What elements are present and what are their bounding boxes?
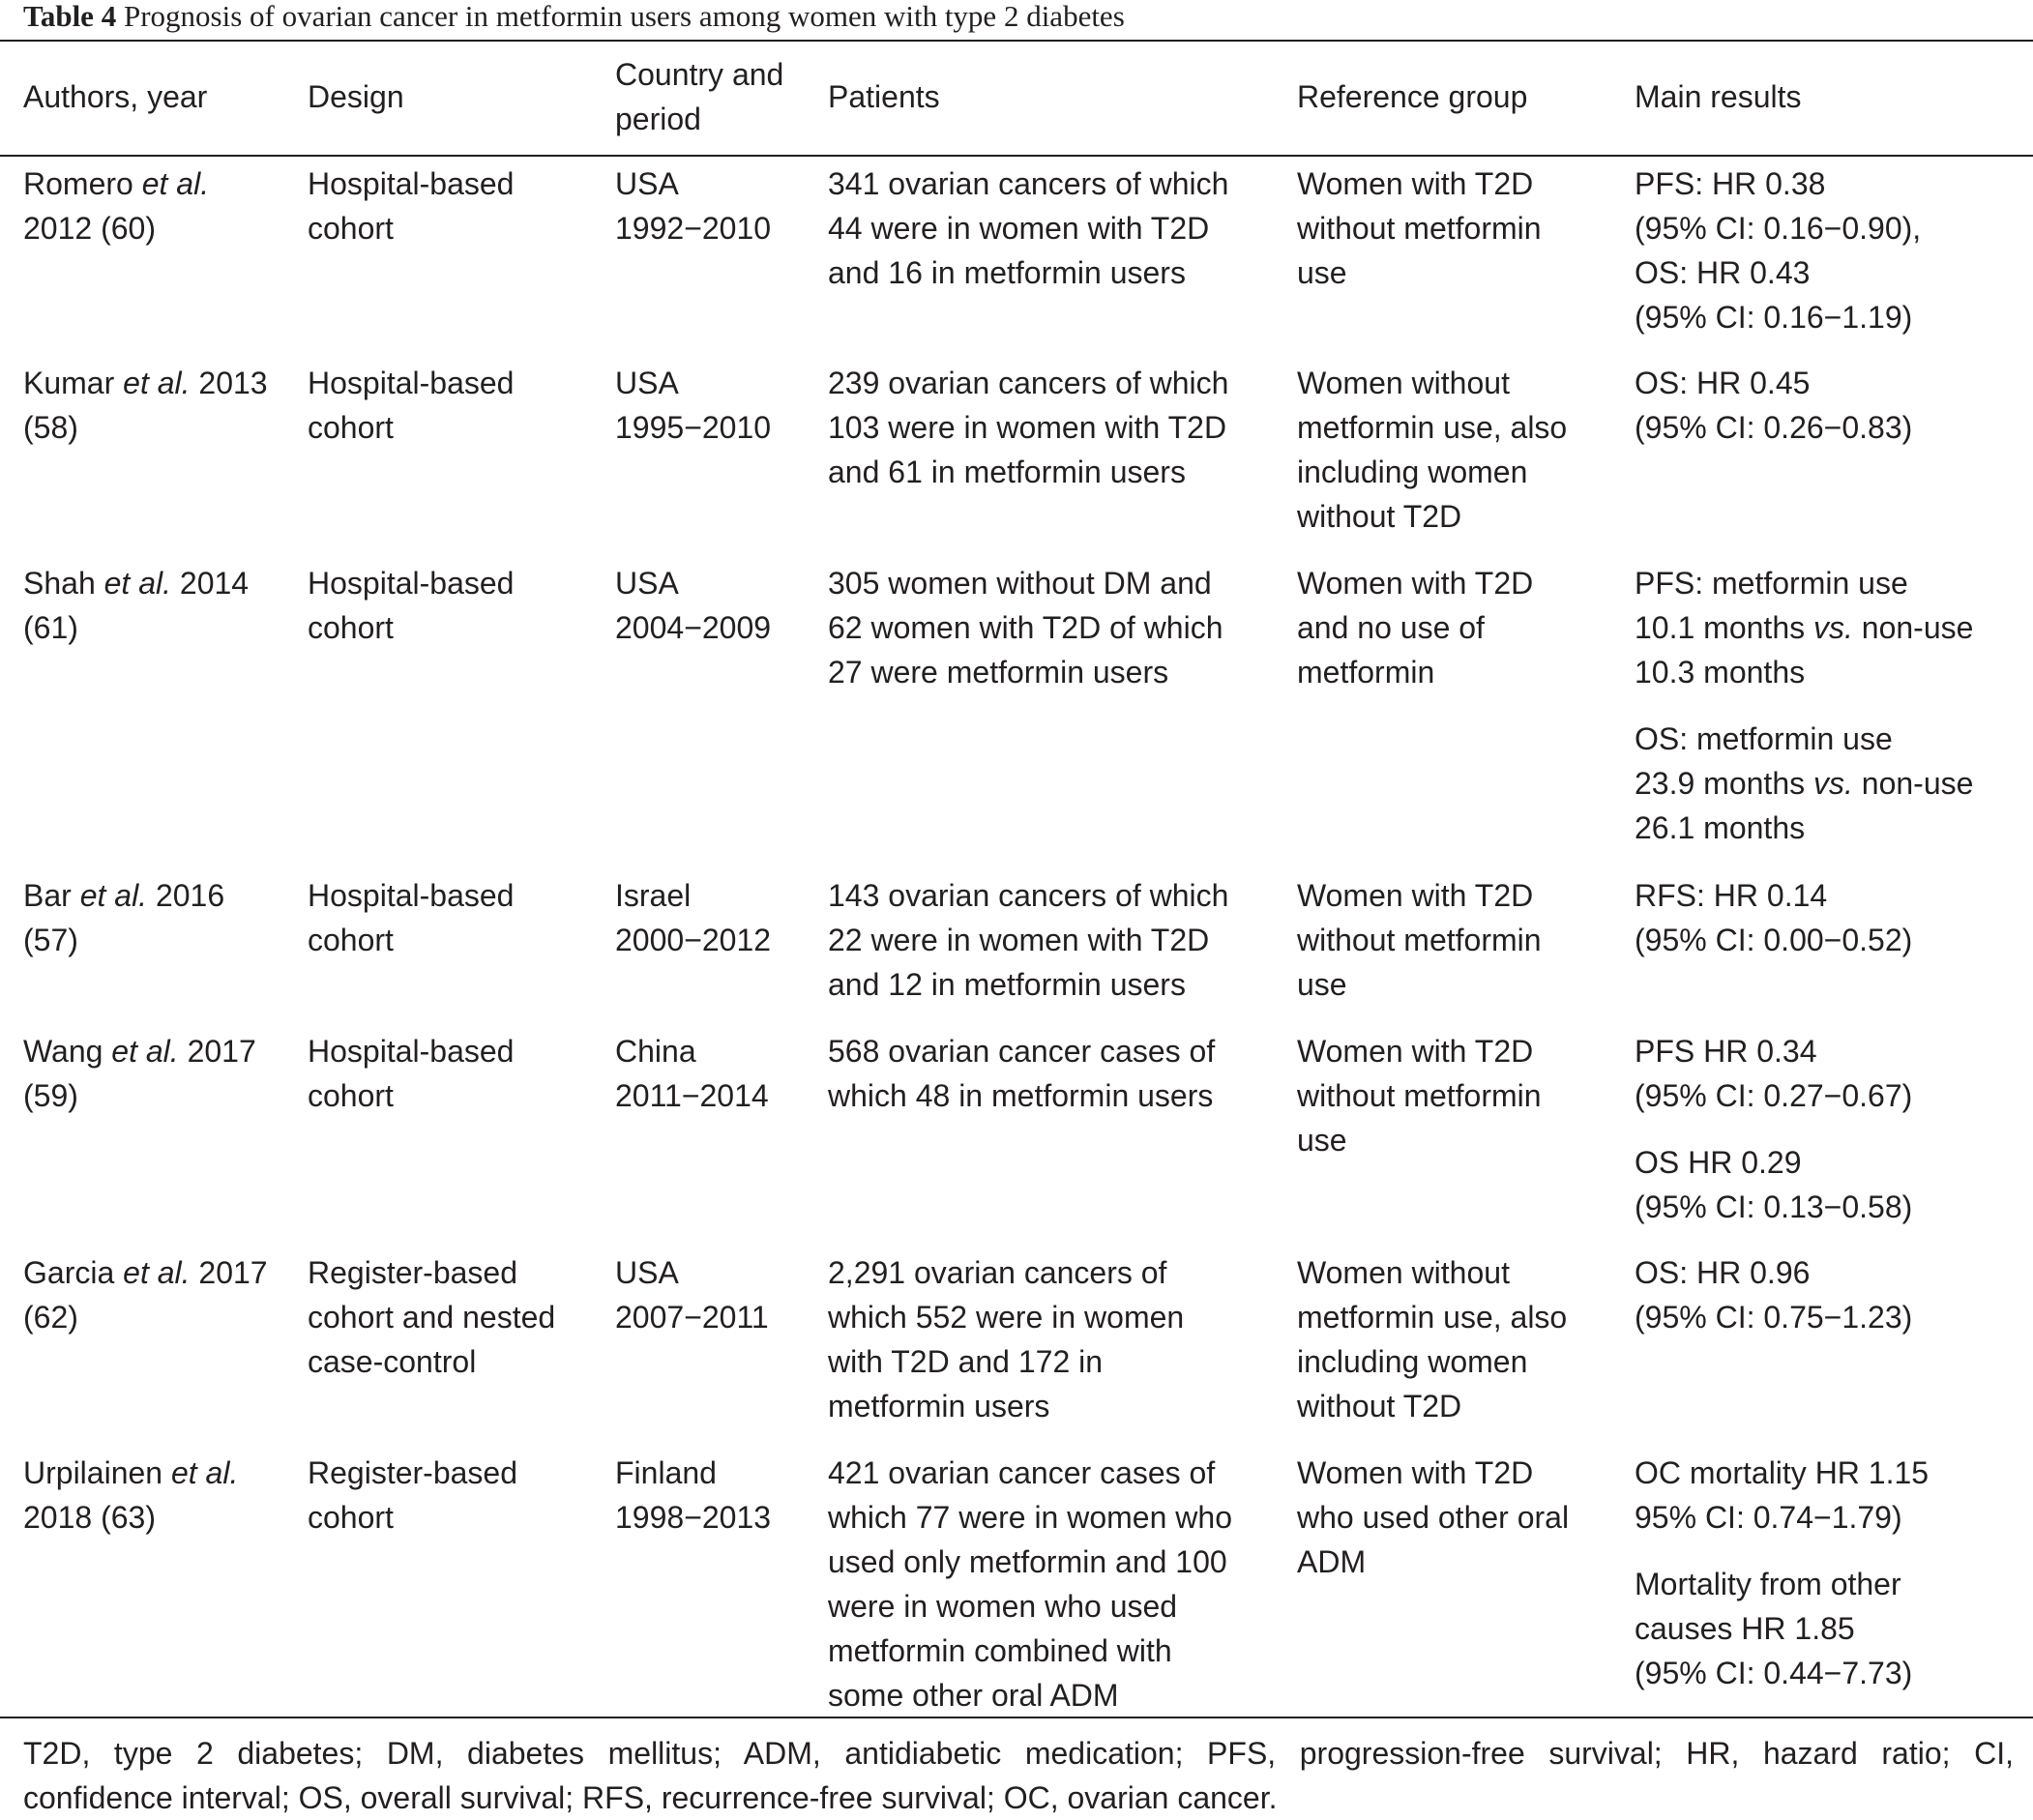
header-reference: Reference group bbox=[1297, 79, 1528, 114]
cell-design bbox=[308, 1029, 598, 1118]
cell-authors bbox=[23, 1250, 304, 1339]
cell-results bbox=[1635, 361, 2021, 450]
cell-patients bbox=[828, 361, 1292, 494]
cell-authors bbox=[23, 1029, 304, 1118]
author-name: Shah bbox=[23, 566, 104, 601]
cell-patients bbox=[828, 1451, 1292, 1717]
et-al: et al. bbox=[79, 878, 148, 913]
cell-line: ADM bbox=[1297, 1544, 1367, 1579]
cell-line: Women with T2D bbox=[1297, 1034, 1534, 1069]
cell-design bbox=[308, 361, 598, 450]
cell-line: Hospital-based bbox=[308, 1034, 515, 1069]
cell-line: 1998−2013 bbox=[615, 1500, 772, 1535]
cell-line bbox=[23, 1451, 304, 1495]
cell-design bbox=[308, 161, 598, 250]
cell-reference bbox=[1297, 873, 1616, 1007]
cell-line: 239 ovarian cancers of which bbox=[828, 366, 1229, 400]
footnote-line: confidence interval; OS, overall survival; RFS, recurrence-free survival; OC, ovarian cancer. bbox=[23, 1780, 1278, 1815]
cell-design bbox=[308, 1250, 598, 1384]
cell-line: 10.3 months bbox=[1635, 655, 1806, 690]
result-block bbox=[1635, 1250, 2021, 1339]
cell-line: (57) bbox=[23, 923, 78, 957]
cell-line: (95% CI: 0.16−1.19) bbox=[1635, 300, 1913, 335]
cell-country bbox=[615, 361, 809, 450]
cell-reference bbox=[1297, 1451, 1616, 1584]
author-name: Wang bbox=[23, 1034, 112, 1069]
cell-patients bbox=[828, 1250, 1292, 1428]
cell-line: causes HR 1.85 bbox=[1635, 1611, 1855, 1646]
cell-line: cohort bbox=[308, 410, 394, 445]
header-country-line: Country and bbox=[615, 57, 784, 92]
author-name: Kumar bbox=[23, 366, 124, 400]
cell-line bbox=[23, 873, 304, 918]
cell-line: (95% CI: 0.00−0.52) bbox=[1635, 923, 1913, 957]
author-name: Bar bbox=[23, 878, 80, 913]
cell-line: use bbox=[1297, 255, 1347, 290]
cell-line: (62) bbox=[23, 1300, 78, 1335]
cell-line: and 16 in metformin users bbox=[828, 255, 1186, 290]
cell-line: who used other oral bbox=[1297, 1500, 1570, 1535]
table-label: Table 4 bbox=[23, 0, 117, 33]
header-design: Design bbox=[308, 79, 404, 114]
table-footnote bbox=[23, 1731, 2014, 1820]
footnote-line: T2D, type 2 diabetes; DM, diabetes mellitus; ADM, antidiabetic medication; PFS, progression-free survival; HR, hazard ratio; CI, bbox=[23, 1736, 2014, 1771]
cell-line: OS: HR 0.43 bbox=[1635, 255, 1811, 290]
cell-line: 341 ovarian cancers of which bbox=[828, 166, 1229, 201]
header-patients: Patients bbox=[828, 79, 940, 114]
cell-line: 10.1 months vs. non-use bbox=[1635, 610, 1974, 645]
result-block bbox=[1635, 1029, 2021, 1118]
result-block bbox=[1635, 1451, 2021, 1540]
cell-line: Women without bbox=[1297, 366, 1510, 400]
cell-design bbox=[308, 873, 598, 962]
cell-line: 2004−2009 bbox=[615, 610, 772, 645]
result-block bbox=[1635, 1562, 2021, 1695]
cell-country bbox=[615, 561, 809, 650]
author-name: Garcia bbox=[23, 1255, 124, 1290]
cell-line: PFS HR 0.34 bbox=[1635, 1034, 1817, 1069]
author-year: 2014 bbox=[171, 566, 250, 601]
cell-line: without metformin bbox=[1297, 1078, 1542, 1113]
cell-results bbox=[1635, 561, 2021, 850]
cell-line: 143 ovarian cancers of which bbox=[828, 878, 1229, 913]
cell-line: USA bbox=[615, 566, 679, 601]
cell-reference bbox=[1297, 561, 1616, 694]
et-al: et al. bbox=[111, 1034, 179, 1069]
cell-patients bbox=[828, 873, 1292, 1007]
cell-line: (58) bbox=[23, 410, 78, 445]
cell-line: (61) bbox=[23, 610, 78, 645]
cell-line: OS: HR 0.45 bbox=[1635, 366, 1811, 400]
cell-line: 2012 (60) bbox=[23, 211, 156, 246]
result-block bbox=[1635, 717, 2021, 850]
cell-line: USA bbox=[615, 166, 679, 201]
result-block bbox=[1635, 561, 2021, 694]
cell-line: Register-based bbox=[308, 1455, 517, 1490]
top-rule bbox=[0, 40, 2033, 42]
cell-line: 103 were in women with T2D bbox=[828, 410, 1227, 445]
cell-line: Hospital-based bbox=[308, 166, 515, 201]
cell-line: RFS: HR 0.14 bbox=[1635, 878, 1828, 913]
cell-country bbox=[615, 161, 809, 250]
cell-patients bbox=[828, 161, 1292, 295]
cell-line: case-control bbox=[308, 1344, 477, 1379]
header-rule bbox=[0, 155, 2033, 157]
cell-line bbox=[23, 1250, 304, 1295]
cell-design bbox=[308, 561, 598, 650]
cell-line: and no use of bbox=[1297, 610, 1485, 645]
cell-line: 44 were in women with T2D bbox=[828, 211, 1210, 246]
author-year: 2013 bbox=[190, 366, 268, 400]
cell-country bbox=[615, 873, 809, 962]
cell-line: 421 ovarian cancer cases of bbox=[828, 1455, 1216, 1490]
cell-line: PFS: HR 0.38 bbox=[1635, 166, 1826, 201]
cell-line: without metformin bbox=[1297, 923, 1542, 957]
cell-line: (95% CI: 0.16−0.90), bbox=[1635, 211, 1922, 246]
cell-line: (95% CI: 0.26−0.83) bbox=[1635, 410, 1913, 445]
cell-line: use bbox=[1297, 1123, 1347, 1158]
cell-reference bbox=[1297, 361, 1616, 539]
author-name: Urpilainen bbox=[23, 1455, 171, 1490]
cell-line: and 61 in metformin users bbox=[828, 455, 1186, 489]
cell-line: USA bbox=[615, 1255, 679, 1290]
cell-line: Hospital-based bbox=[308, 878, 515, 913]
cell-line: Women with T2D bbox=[1297, 878, 1534, 913]
cell-line: 95% CI: 0.74−1.79) bbox=[1635, 1500, 1902, 1535]
et-al: et al. bbox=[123, 1255, 191, 1290]
cell-line: metformin combined with bbox=[828, 1633, 1172, 1668]
cell-line: (95% CI: 0.75−1.23) bbox=[1635, 1300, 1913, 1335]
cell-line: 305 women without DM and bbox=[828, 566, 1212, 601]
cell-line: cohort bbox=[308, 1078, 394, 1113]
cell-line: Register-based bbox=[308, 1255, 517, 1290]
cell-design bbox=[308, 1451, 598, 1540]
cell-line: metformin bbox=[1297, 655, 1435, 690]
cell-country bbox=[615, 1250, 809, 1339]
cell-line: used only metformin and 100 bbox=[828, 1544, 1227, 1579]
result-block bbox=[1635, 161, 2021, 339]
cell-line: Women with T2D bbox=[1297, 566, 1534, 601]
author-name: Romero bbox=[23, 166, 142, 201]
cell-line: Women with T2D bbox=[1297, 166, 1534, 201]
cell-line: 568 ovarian cancer cases of bbox=[828, 1034, 1216, 1069]
cell-results bbox=[1635, 873, 2021, 962]
header-results: Main results bbox=[1635, 79, 1802, 114]
cell-patients bbox=[828, 1029, 1292, 1118]
cell-reference bbox=[1297, 1029, 1616, 1162]
cell-line: 2007−2011 bbox=[615, 1300, 769, 1335]
cell-line: 2,291 ovarian cancers of bbox=[828, 1255, 1167, 1290]
header-authors: Authors, year bbox=[23, 79, 208, 114]
cell-line bbox=[23, 361, 304, 405]
cell-line: Mortality from other bbox=[1635, 1567, 1901, 1601]
cell-line: (59) bbox=[23, 1078, 78, 1113]
result-block bbox=[1635, 361, 2021, 450]
cell-patients bbox=[828, 561, 1292, 694]
bottom-rule bbox=[0, 1717, 2033, 1718]
cell-line: some other oral ADM bbox=[828, 1678, 1119, 1713]
header-country-line: period bbox=[615, 102, 701, 136]
cell-line: which 48 in metformin users bbox=[828, 1078, 1214, 1113]
cell-line: which 77 were in women who bbox=[828, 1500, 1232, 1535]
cell-line: 2018 (63) bbox=[23, 1500, 156, 1535]
cell-line: (95% CI: 0.27−0.67) bbox=[1635, 1078, 1913, 1113]
cell-line: which 552 were in women bbox=[828, 1300, 1185, 1335]
cell-authors bbox=[23, 873, 304, 962]
cell-line: (95% CI: 0.13−0.58) bbox=[1635, 1189, 1913, 1224]
cell-reference bbox=[1297, 1250, 1616, 1428]
cell-line: Finland bbox=[615, 1455, 717, 1490]
cell-line: 1995−2010 bbox=[615, 410, 772, 445]
et-al: et al. bbox=[103, 566, 171, 601]
cell-line: OS HR 0.29 bbox=[1635, 1145, 1802, 1180]
cell-line: metformin use, also bbox=[1297, 1300, 1568, 1335]
cell-line: OS: HR 0.96 bbox=[1635, 1255, 1811, 1290]
cell-line: without T2D bbox=[1297, 499, 1462, 534]
cell-results bbox=[1635, 161, 2021, 339]
cell-line bbox=[23, 161, 304, 206]
cell-authors bbox=[23, 561, 304, 650]
cell-line: Women without bbox=[1297, 1255, 1510, 1290]
cell-line: Hospital-based bbox=[308, 566, 515, 601]
cell-line: and 12 in metformin users bbox=[828, 967, 1186, 1002]
cell-results bbox=[1635, 1029, 2021, 1229]
result-block bbox=[1635, 1140, 2021, 1229]
cell-line: PFS: metformin use bbox=[1635, 566, 1908, 601]
cell-line: including women bbox=[1297, 1344, 1528, 1379]
cell-line: OC mortality HR 1.15 bbox=[1635, 1455, 1930, 1490]
cell-line: 2000−2012 bbox=[615, 923, 772, 957]
author-year: 2017 bbox=[178, 1034, 256, 1069]
cell-line: 22 were in women with T2D bbox=[828, 923, 1210, 957]
cell-line: Women with T2D bbox=[1297, 1455, 1534, 1490]
table-caption bbox=[23, 0, 1125, 37]
cell-line: cohort bbox=[308, 923, 394, 957]
cell-authors bbox=[23, 361, 304, 450]
author-year: 2016 bbox=[147, 878, 225, 913]
cell-line: without metformin bbox=[1297, 211, 1542, 246]
cell-line: cohort and nested bbox=[308, 1300, 556, 1335]
cell-reference bbox=[1297, 161, 1616, 295]
cell-line: Hospital-based bbox=[308, 366, 515, 400]
cell-line: 2011−2014 bbox=[615, 1078, 769, 1113]
cell-results bbox=[1635, 1451, 2021, 1695]
cell-line: cohort bbox=[308, 610, 394, 645]
cell-line: (95% CI: 0.44−7.73) bbox=[1635, 1656, 1913, 1690]
cell-line: USA bbox=[615, 366, 679, 400]
et-al: et al. bbox=[141, 166, 210, 201]
header-country bbox=[615, 52, 809, 141]
cell-line: use bbox=[1297, 967, 1347, 1002]
cell-line: with T2D and 172 in bbox=[828, 1344, 1104, 1379]
cell-line: without T2D bbox=[1297, 1389, 1462, 1424]
cell-country bbox=[615, 1029, 809, 1118]
author-year: 2017 bbox=[190, 1255, 268, 1290]
cell-line: 26.1 months bbox=[1635, 810, 1806, 845]
cell-line: 62 women with T2D of which bbox=[828, 610, 1223, 645]
cell-line: were in women who used bbox=[828, 1589, 1178, 1624]
cell-line: China bbox=[615, 1034, 696, 1069]
cell-line: including women bbox=[1297, 455, 1528, 489]
cell-authors bbox=[23, 161, 304, 250]
cell-line: 1992−2010 bbox=[615, 211, 772, 246]
et-al: et al. bbox=[170, 1455, 239, 1490]
cell-line: 27 were metformin users bbox=[828, 655, 1169, 690]
cell-line bbox=[23, 1029, 304, 1073]
et-al: et al. bbox=[123, 366, 191, 400]
cell-line: cohort bbox=[308, 211, 394, 246]
cell-line: metformin users bbox=[828, 1389, 1050, 1424]
cell-line: 23.9 months vs. non-use bbox=[1635, 766, 1974, 801]
cell-line: Israel bbox=[615, 878, 692, 913]
cell-line: OS: metformin use bbox=[1635, 721, 1893, 756]
cell-line: metformin use, also bbox=[1297, 410, 1568, 445]
cell-results bbox=[1635, 1250, 2021, 1339]
table-title: Prognosis of ovarian cancer in metformin users among women with type 2 diabetes bbox=[123, 0, 1125, 33]
cell-authors bbox=[23, 1451, 304, 1540]
cell-line bbox=[23, 561, 304, 605]
result-block bbox=[1635, 873, 2021, 962]
cell-line: cohort bbox=[308, 1500, 394, 1535]
cell-country bbox=[615, 1451, 809, 1540]
